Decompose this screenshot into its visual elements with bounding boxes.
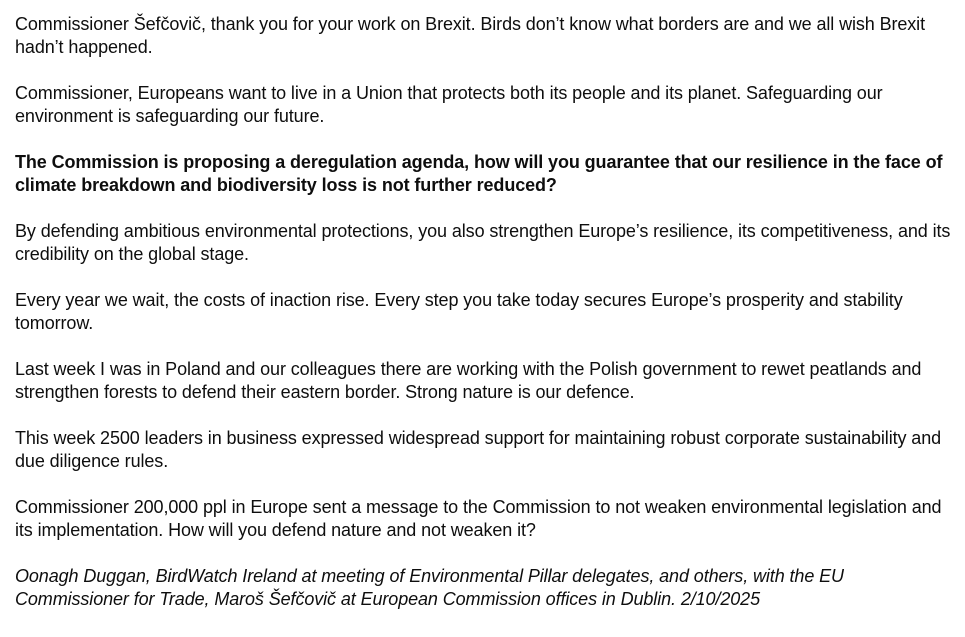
paragraph-resilience: By defending ambitious environmental protections, you also strengthen Europe’s resilience, its competitiveness, and its credibility on the global stage. [15,221,951,264]
paragraph-poland: Last week I was in Poland and our colleagues there are working with the Polish government to rewet peatlands and strengthen forests to defend their eastern border. Strong nature is our defence. [15,359,922,402]
paragraph-union: Commissioner, Europeans want to live in a Union that protects both its people and its planet. Safeguarding our environment is safeguarding our future. [15,83,883,126]
caption: Oonagh Duggan, BirdWatch Ireland at meeting of Environmental Pillar delegates, and others, with the EU Commissioner for Trade, Maroš Šefčovič at European Commission offices in Dublin. 2/10/2025 [15,566,844,609]
paragraph-question-defend-nature: Commissioner 200,000 ppl in Europe sent a message to the Commission to not weaken environmental legislation and its implementation. How will you defend nature and not weaken it? [15,497,942,540]
paragraph-brexit: Commissioner Šefčovič, thank you for your work on Brexit. Birds don’t know what borders are and we all wish Brexit hadn’t happened. [15,14,925,57]
paragraph-inaction: Every year we wait, the costs of inaction rise. Every step you take today secures Europe’s prosperity and stability tomorrow. [15,290,903,333]
document-body [15,13,960,611]
paragraph-business-leaders: This week 2500 leaders in business expressed widespread support for maintaining robust corporate sustainability and due diligence rules. [15,428,942,471]
paragraph-question-deregulation: The Commission is proposing a deregulation agenda, how will you guarantee that our resilience in the face of climate breakdown and biodiversity loss is not further reduced? [15,152,943,195]
